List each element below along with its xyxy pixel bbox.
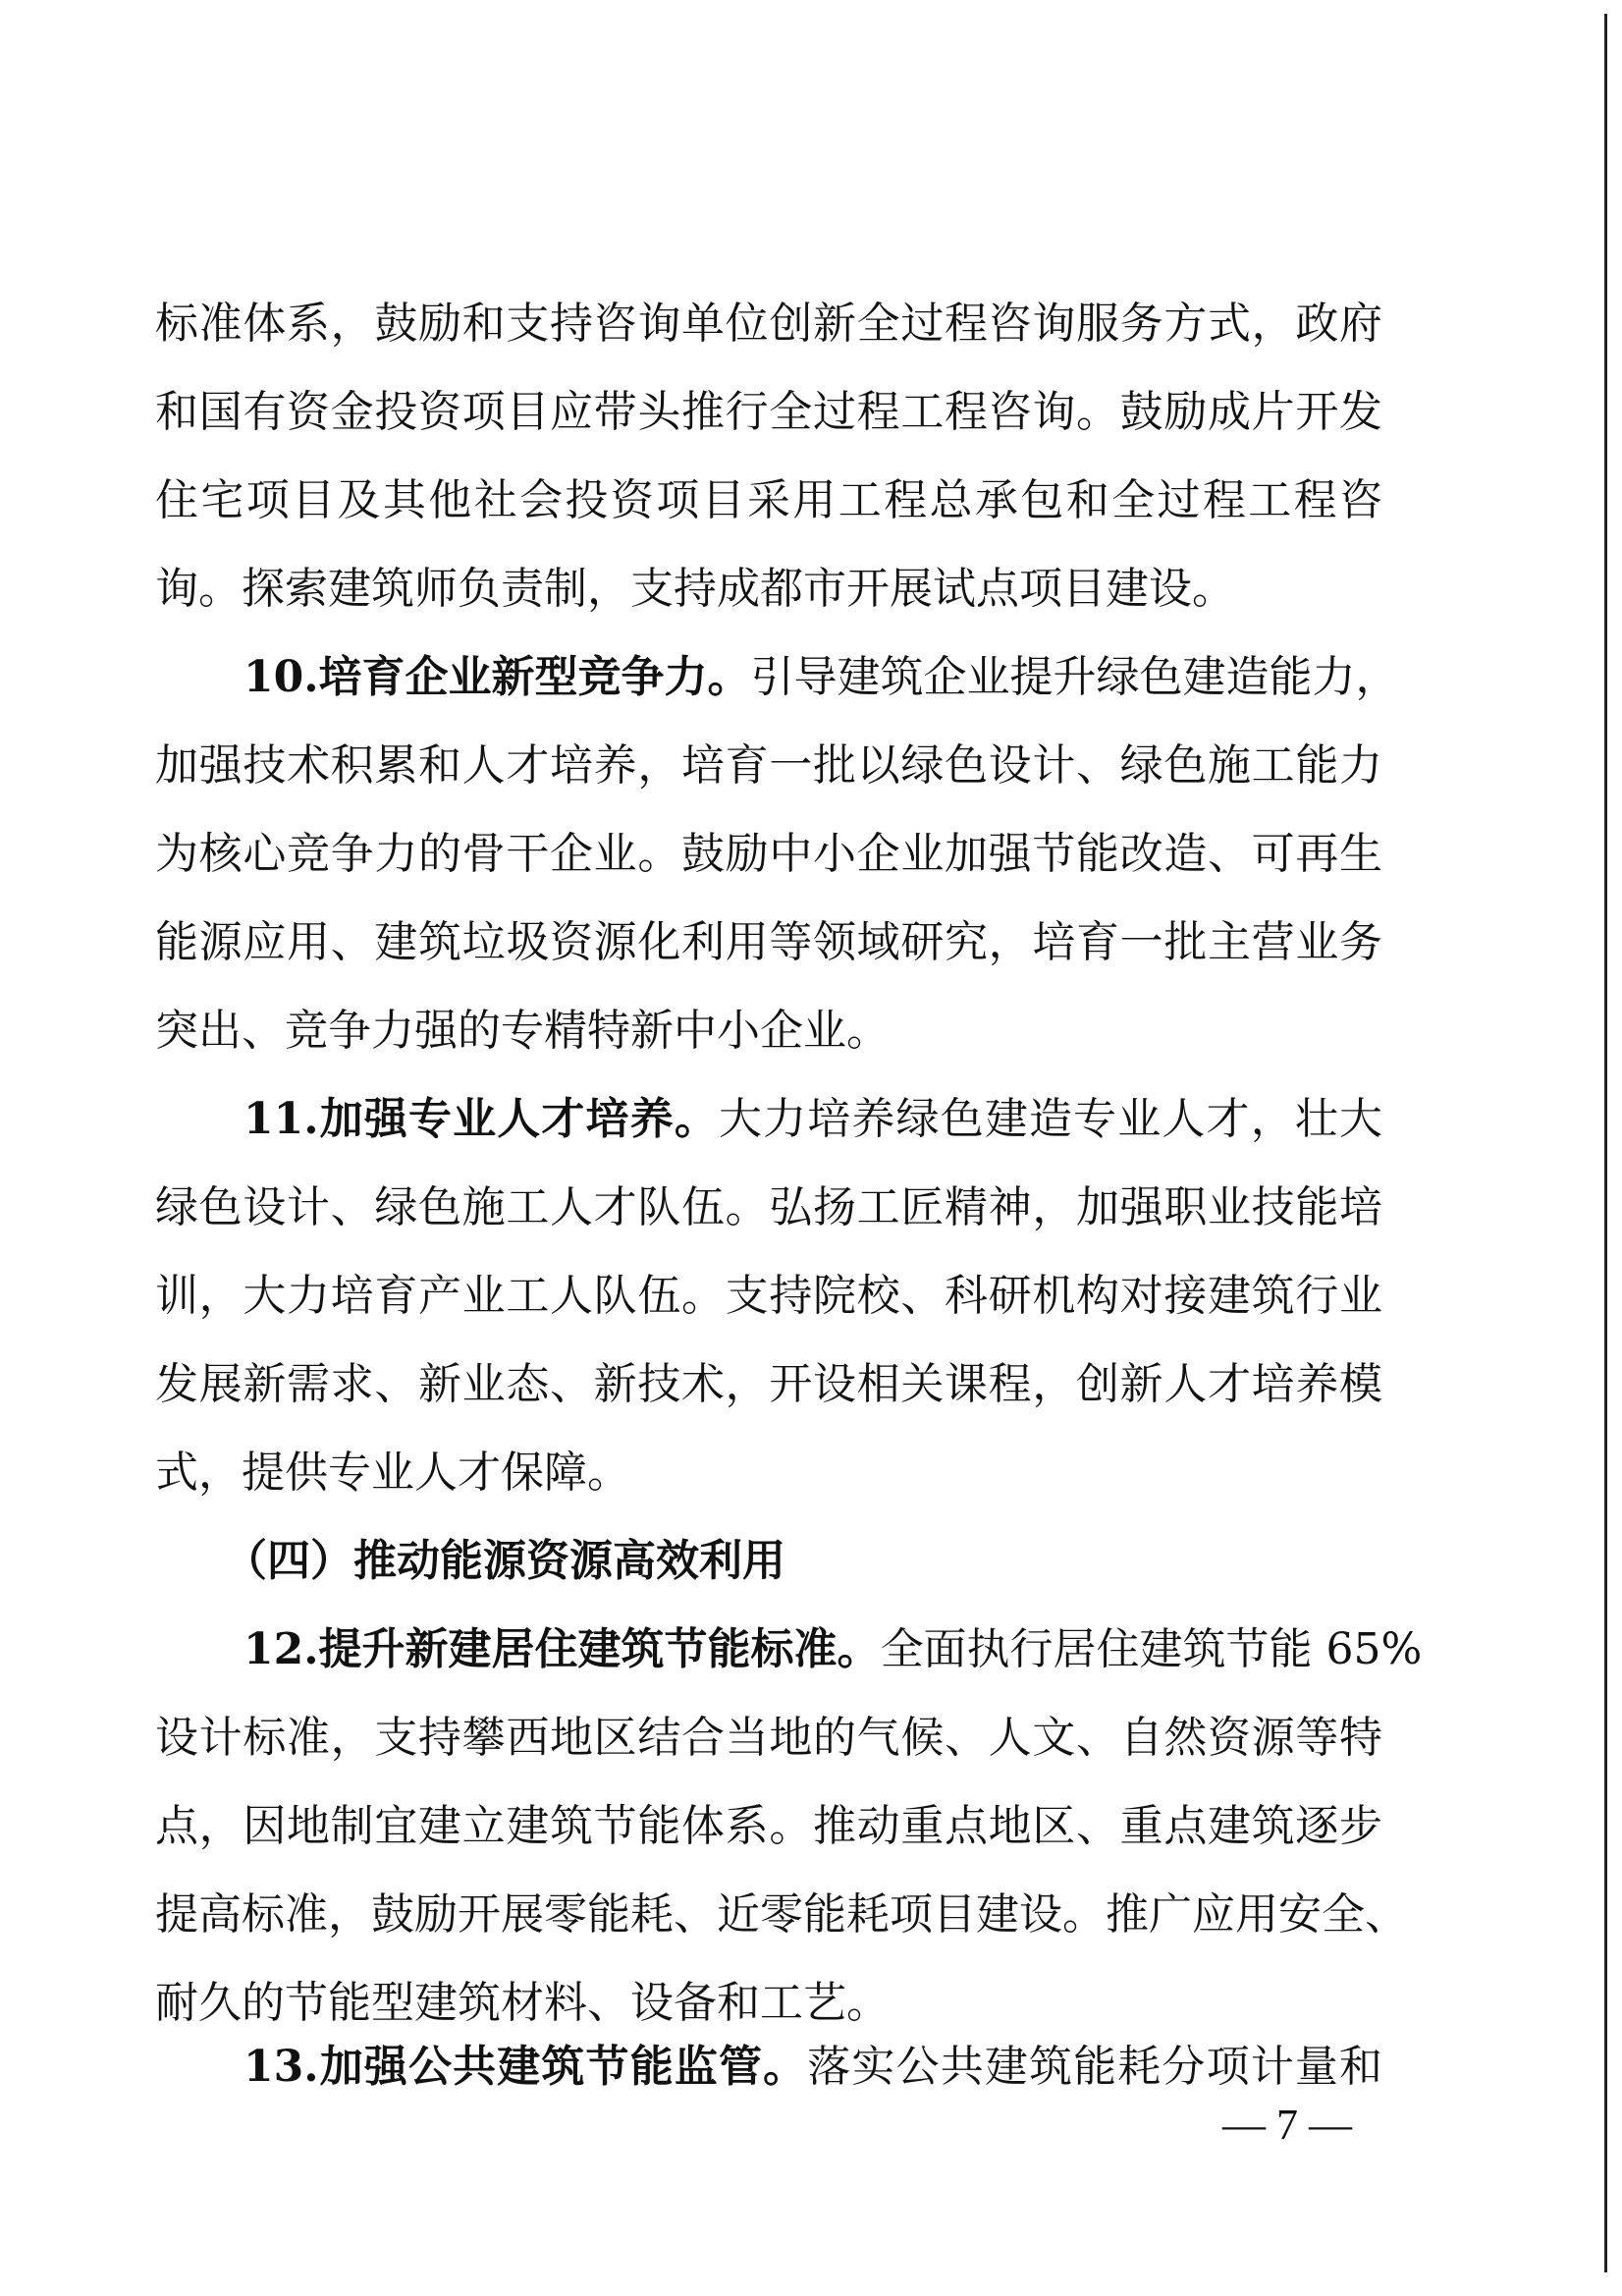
text-line: 绿色设计、绿色施工人才队伍。弘扬工匠精神，加强职业技能培 <box>155 1182 1382 1232</box>
page-edge-rule <box>1604 14 1607 2272</box>
text-line: 提高标准，鼓励开展零能耗、近零能耗项目建设。推广应用安全、 <box>155 1889 1408 1940</box>
text-line: 发展新需求、新业态、新技术，开设相关课程，创新人才培养模 <box>155 1359 1382 1409</box>
item-12-title: 12.提升新建居住建筑节能标准。 <box>243 1624 881 1674</box>
item-11-first-line <box>243 1090 1382 1149</box>
item-10-first-line <box>243 648 1399 707</box>
text-line: 能源应用、建筑垃圾资源化利用等领域研究，培育一批主营业务 <box>155 917 1382 967</box>
page-number: — 7 — <box>1222 2101 1352 2149</box>
item-12-first-line <box>243 1620 1423 1679</box>
text-line: 耐久的节能型建筑材料、设备和工艺。 <box>155 1978 890 2028</box>
item-13-title: 13.加强公共建筑节能监管。 <box>243 2042 808 2092</box>
item-10-text: 引导建筑企业提升绿色建造能力， <box>750 652 1399 702</box>
text-line: 询。探索建筑师负责制，支持成都市开展试点项目建设。 <box>155 564 1235 614</box>
item-13-first-line <box>243 2038 1382 2097</box>
text-line: 加强技术积累和人才培养，培育一批以绿色设计、绿色施工能力 <box>155 740 1382 791</box>
item-12-text: 全面执行居住建筑节能 65% <box>880 1624 1423 1674</box>
text-line: 标准体系，鼓励和支持咨询单位创新全过程咨询服务方式，政府 <box>155 299 1382 349</box>
text-line: 和国有资金投资项目应带头推行全过程工程咨询。鼓励成片开发 <box>155 387 1382 437</box>
item-11-title: 11.加强专业人才培养。 <box>243 1094 719 1144</box>
text-line: 突出、竞争力强的专精特新中小企业。 <box>155 1006 890 1056</box>
text-line: 设计标准，支持攀西地区结合当地的气候、人文、自然资源等特 <box>155 1713 1382 1763</box>
item-10-title: 10.培育企业新型竞争力。 <box>243 652 751 702</box>
text-line: 训，大力培育产业工人队伍。支持院校、科研机构对接建筑行业 <box>155 1271 1382 1321</box>
text-line: 式，提供专业人才保障。 <box>155 1448 630 1498</box>
item-13-text: 落实公共建筑能耗分项计量和 <box>807 2042 1382 2092</box>
section-heading: （四）推动能源资源高效利用 <box>224 1536 785 1586</box>
text-line: 为核心竞争力的骨干企业。鼓励中小企业加强节能改造、可再生 <box>155 829 1382 879</box>
text-line: 住宅项目及其他社会投资项目采用工程总承包和全过程工程咨 <box>155 475 1382 525</box>
text-line: 点，因地制宜建立建筑节能体系。推动重点地区、重点建筑逐步 <box>155 1801 1382 1851</box>
item-11-text: 大力培养绿色建造专业人才，壮大 <box>718 1094 1382 1144</box>
